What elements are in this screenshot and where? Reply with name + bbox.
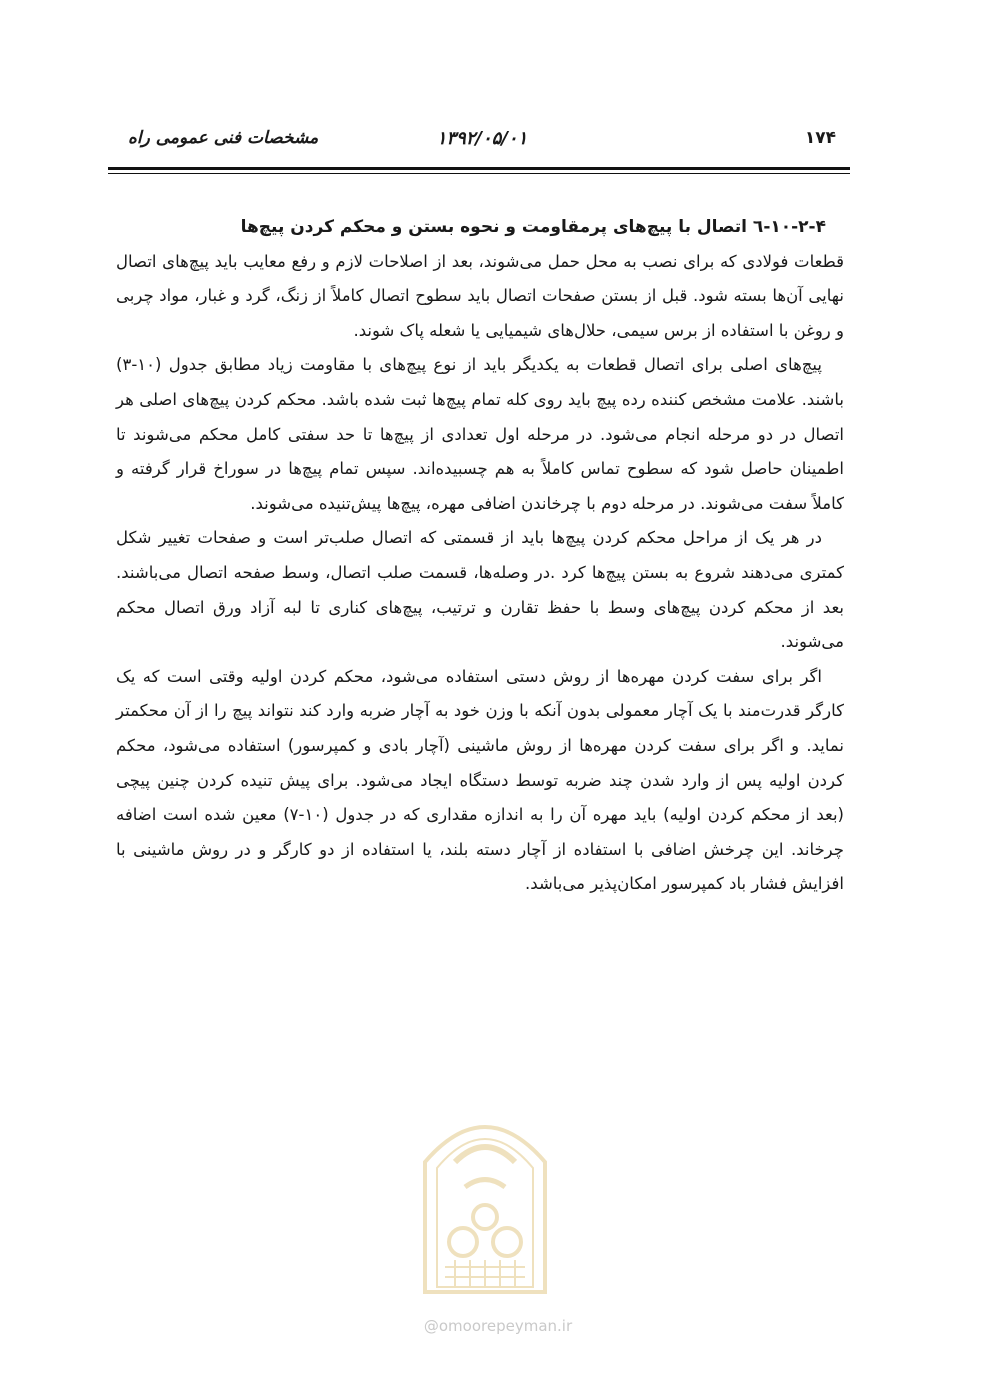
page-header	[120, 126, 844, 158]
watermark-url: @omoorepeyman.ir	[423, 1317, 573, 1335]
paragraph-1: قطعات فولادی که برای نصب به محل حمل می‌شوند، بعد از اصلاحات لازم و رفع معایب باید پیچ‌های اتصال نهایی آن‌ها بسته شود. قبل از بستن صفحات اتصال باید سطوح اتصال کاملاً از زنگ، گرد و غبار، مواد چربی و روغن با استفاده از برس سیمی، حلال‌های شیمیایی یا شعله پاک شوند.	[116, 251, 844, 340]
page-content	[116, 210, 844, 902]
paragraph-3: در هر یک از مراحل محکم کردن پیچ‌ها باید از قسمتی که اتصال صلب‌تر است و صفحات تغییر شکل کمتری می‌دهند شروع به بستن پیچ‌ها کرد .در وصله‌ها، قسمت صلب اتصال، وسط صفحه اتصال می‌باشند. بعد از محکم کردن پیچ‌های وسط با حفظ تقارن و ترتیب، پیچ‌های کناری تا لبه آزاد ورق اتصال محکم می‌شوند.	[116, 528, 844, 652]
paragraph-4: اگر برای سفت کردن مهره‌ها از روش دستی استفاده می‌شود، محکم کردن اولیه وقتی است که یک کارگر قدرت‌مند با یک آچار معمولی بدون آنکه با وزن خود به آچار ضربه وارد کند نتواند پیچ را از آن محکمتر نماید. و اگر برای سفت کردن مهره‌ها از روش ماشینی (آچار بادی و کمپرسور) استفاده می‌شود، محکم کردن اولیه پس از وارد شدن چند ضربه توسط دستگاه ایجاد می‌شود. برای پیش تنیده کردن چنین پیچی (بعد از محکم کردن اولیه) باید مهره آن را به اندازه مقداری که در جدول (۱۰-۷) معین شده است اضافه چرخاند. این چرخش اضافی با استفاده از آچار دسته بلند، یا استفاده از دو کارگر و در روش ماشینی با افزایش فشار باد کمپرسور امکان‌پذیر می‌باشد.	[116, 666, 844, 894]
paragraph-2: پیچ‌های اصلی برای اتصال قطعات به یکدیگر باید از نوع پیچ‌های با مقاومت زیاد مطابق جدول (۱۰-۳) باشند. علامت مشخص کننده رده پیچ باید روی کله تمام پیچ‌ها ثبت شده باشد. محکم کردن پیچ‌های اصلی هر اتصال در دو مرحله انجام می‌شود. در مرحله اول تعدادی از پیچ‌ها تا حد سفتی کامل محکم می‌شوند تا اطمینان حاصل شود که سطوح تماس کاملاً به هم چسبیده‌اند. سپس تمام پیچ‌ها در سوراخ قرار گرفته و کاملاً سفت می‌شوند. در مرحله دوم با چرخاندن اضافی مهره، پیچ‌ها پیش‌تنیده می‌شوند.	[116, 355, 844, 513]
page-number: ۱۷۴	[804, 128, 836, 148]
header-rule-thick	[108, 167, 850, 170]
section-heading: ۱۰-۲-۴-٦ اتصال با پیچ‌های پرمقاومت و نحوه بستن و محکم کردن پیچ‌ها	[240, 217, 826, 237]
header-date: ۱۳۹۲/۰۵/۰۱	[436, 128, 528, 149]
header-title: مشخصات فنی عمومی راه	[128, 128, 319, 148]
header-rule-thin	[108, 173, 850, 174]
watermark-seal-icon	[385, 1092, 585, 1342]
